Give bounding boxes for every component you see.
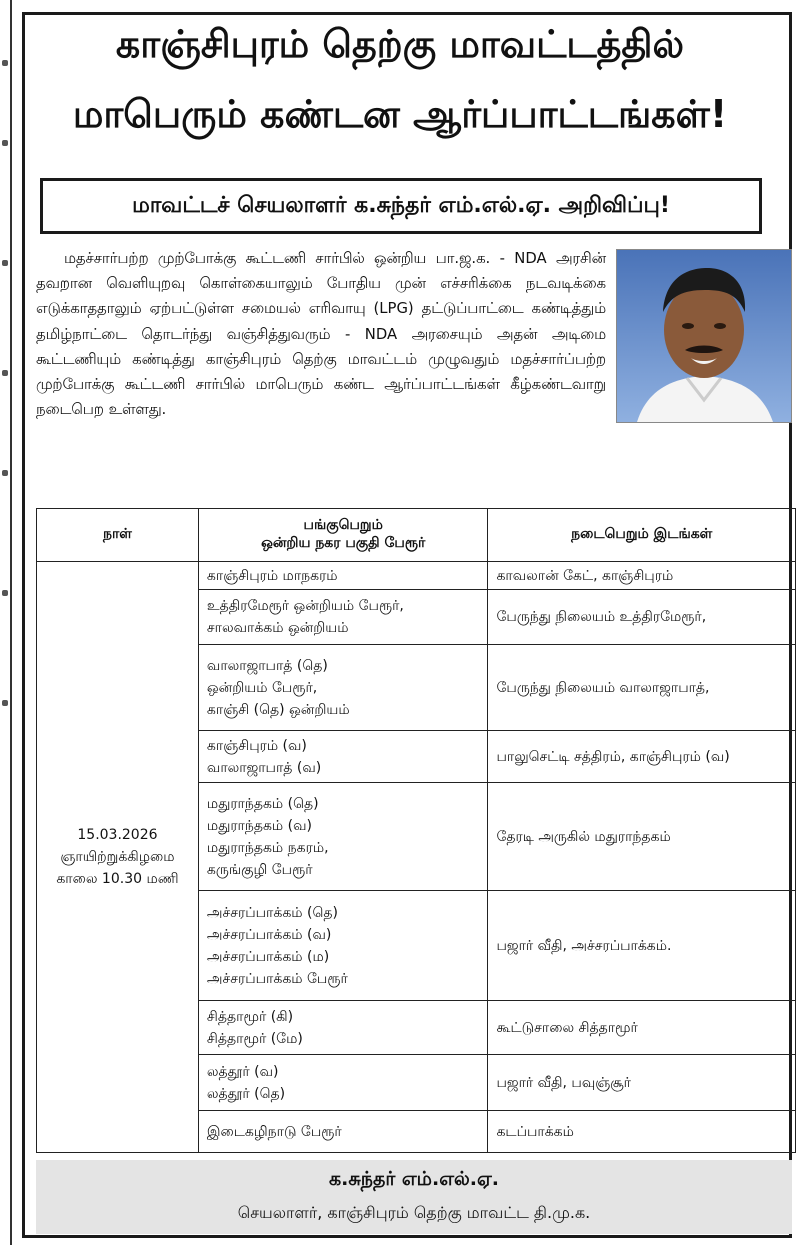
body-line: ஏற்பட்டுள்ள சமையல் எரிவாயு (LPG) தட்டுப்பாட்டை — [149, 300, 524, 318]
participant-line: கருங்குழி பேரூர் — [206, 861, 313, 878]
body-line: காஞ்சிபுரம் தெற்கு மாவட்டம் முழுவதும் மதச்சார்ப்பற்ற — [205, 350, 606, 368]
participant-line: அச்சரப்பாக்கம் (தெ) — [206, 904, 338, 921]
participant-line: மதுராந்தகம் நகரம், — [206, 839, 329, 856]
participant-line: லத்தூர் (தெ) — [206, 1085, 286, 1102]
participant-line: அச்சரப்பாக்கம் பேரூர் — [206, 970, 348, 987]
subheading: மாவட்டச் செயலாளர் க.சுந்தர் எம்.எல்.ஏ. அறிவிப்பு! — [40, 178, 762, 234]
signature-footer — [36, 1160, 792, 1234]
participant-line: மதுராந்தகம் (வ) — [206, 817, 312, 834]
body-line: கண்டித்தும் தமிழ்நாட்டை தொடர்ந்து வஞ்சித்துவரும் - NDA — [36, 300, 606, 343]
participant-line: காஞ்சிபுரம் (வ) — [206, 737, 307, 754]
participants-cell — [198, 731, 488, 783]
headline-line-2: மாபெரும் கண்டன ஆர்ப்பாட்டங்கள்! — [72, 92, 728, 136]
participant-line: அச்சரப்பாக்கம் (ம) — [206, 948, 330, 965]
venue-cell: கூட்டுசாலை சித்தாமூர் — [488, 1001, 796, 1055]
body-line: அரசையும் அதன் அடிமை கூட்டணியும் கண்டித்து — [36, 325, 606, 368]
participant-line: வாலாஜாபாத் (தெ) — [206, 657, 328, 674]
participant-line: லத்தூர் (வ) — [206, 1063, 279, 1080]
schedule-table — [36, 508, 796, 1153]
participant-line: உத்திரமேரூர் ஒன்றியம் பேரூர், — [206, 598, 404, 614]
participants-cell — [198, 891, 488, 1001]
col-header-participants — [198, 509, 488, 562]
signatory-name: க.சுந்தர் எம்.எல்.ஏ. — [328, 1168, 500, 1190]
venue-cell: பஜார் வீதி, அச்சரப்பாக்கம். — [488, 891, 796, 1001]
event-date: 15.03.2026 — [77, 827, 158, 843]
table-header-row — [37, 509, 796, 562]
venue-cell: பேருந்து நிலையம் உத்திரமேரூர், — [488, 590, 796, 645]
participants-cell — [198, 1001, 488, 1055]
participant-line: சாலவாக்கம் ஒன்றியம் — [206, 620, 349, 636]
body-line: பா.ஜ.க. - NDA அரசின் தவறான வெளியுறவு கொள்கையாலும் — [36, 250, 606, 293]
participant-line: காஞ்சி (தெ) ஒன்றியம் — [206, 701, 350, 718]
col-header-participants-line-2: ஒன்றிய நகர பகுதி பேரூர் — [261, 535, 426, 551]
participant-line: காஞ்சிபுரம் மாநகரம் — [206, 567, 338, 584]
participant-line: ஒன்றியம் பேரூர், — [206, 679, 318, 696]
venue-cell: தேரடி அருகில் மதுராந்தகம் — [488, 783, 796, 891]
participant-line: அச்சரப்பாக்கம் (வ) — [206, 926, 332, 943]
headline-line-1: காஞ்சிபுரம் தெற்கு மாவட்டத்தில் — [115, 22, 685, 66]
body-line: போதிய முன் எச்சரிக்கை நடவடிக்கை எடுக்காததாலும் — [36, 275, 606, 318]
venue-cell: கடப்பாக்கம் — [488, 1111, 796, 1153]
adjacent-column-edge — [0, 0, 12, 1245]
body-line: மதச்சார்பற்ற முற்போக்கு கூட்டணி சார்பில் ஒன்றிய — [64, 250, 427, 267]
participant-line: இடைகழிநாடு பேரூர் — [206, 1123, 342, 1140]
signatory-role: செயலாளர், காஞ்சிபுரம் தெற்கு மாவட்ட தி.மு.க. — [237, 1203, 591, 1222]
col-header-participants-line-1: பங்குபெறும் — [303, 517, 383, 533]
col-header-date: நாள் — [37, 509, 199, 562]
col-header-venues: நடைபெறும் இடங்கள் — [488, 509, 796, 562]
participant-line: சித்தாமூர் (கி) — [206, 1008, 294, 1025]
participants-cell — [198, 1111, 488, 1153]
body-paragraph — [36, 246, 606, 422]
event-time: காலை 10.30 மணி — [56, 871, 179, 887]
event-day: ஞாயிற்றுக்கிழமை — [60, 849, 175, 865]
table-row — [37, 562, 796, 590]
participants-cell — [198, 783, 488, 891]
date-cell — [37, 562, 199, 1153]
participants-cell — [198, 645, 488, 731]
venue-cell: பாலுசெட்டி சத்திரம், காஞ்சிபுரம் (வ) — [488, 731, 796, 783]
participants-cell — [198, 590, 488, 645]
participant-line: மதுராந்தகம் (தெ) — [206, 795, 319, 812]
body-line: முற்போக்கு கூட்டணி சார்பில் மாபெரும் கண்ட ஆர்ப்பாட்டங்கள் கீழ்கண்டவாறு — [36, 376, 606, 394]
body-line: நடைபெற உள்ளது. — [36, 401, 167, 419]
venue-cell: காவலான் கேட், காஞ்சிபுரம் — [488, 562, 796, 590]
venue-cell: பஜார் வீதி, பவுஞ்சூர் — [488, 1055, 796, 1111]
participants-cell — [198, 562, 488, 590]
venue-cell: பேருந்து நிலையம் வாலாஜாபாத், — [488, 645, 796, 731]
participant-line: சித்தாமூர் (மே) — [206, 1030, 303, 1047]
secretary-photo — [616, 249, 792, 423]
participant-line: வாலாஜாபாத் (வ) — [206, 759, 322, 776]
participants-cell — [198, 1055, 488, 1111]
